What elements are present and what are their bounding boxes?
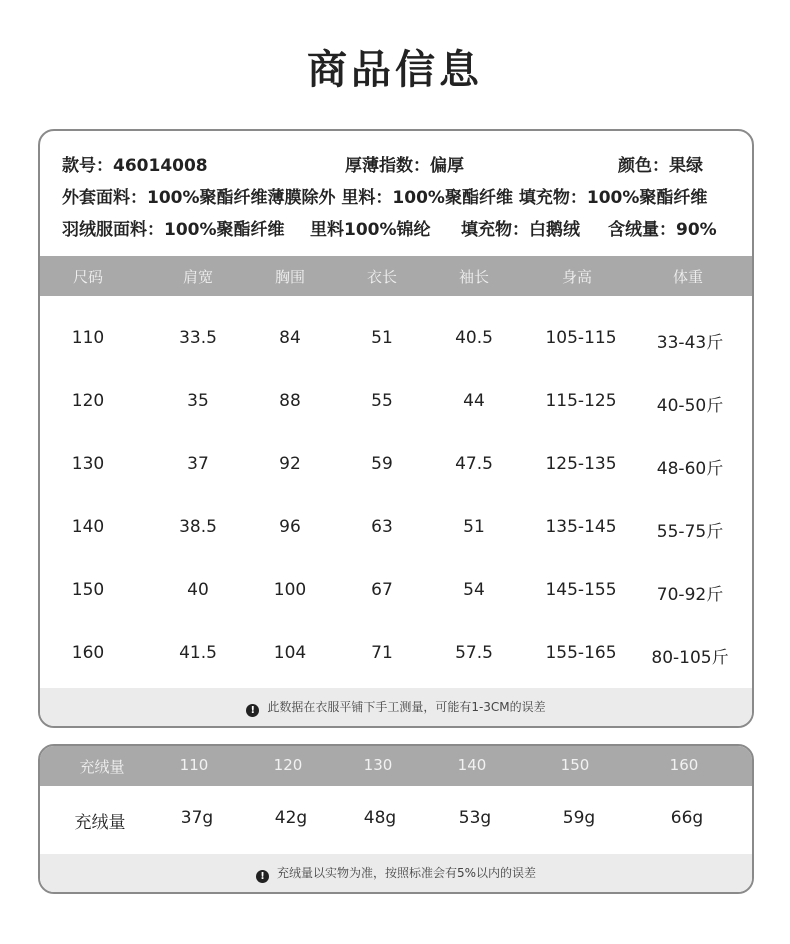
exclamation-circle-icon: ! — [246, 704, 259, 717]
table-cell: 53g — [458, 808, 492, 828]
table-cell: 37g — [180, 808, 214, 828]
table-row — [40, 497, 752, 560]
table-cell: 135-145 — [545, 517, 617, 537]
fill-amount-card — [38, 744, 754, 894]
table-cell: 40 — [187, 580, 209, 600]
table-cell: 48g — [363, 808, 397, 828]
table-cell: 104 — [273, 643, 307, 663]
table-cell: 38.5 — [179, 517, 217, 537]
size-table-header — [40, 256, 752, 296]
table-cell: 66g — [670, 808, 704, 828]
header-cell: 120 — [273, 756, 303, 774]
measurement-note — [40, 688, 752, 726]
table-cell: 55-75斤 — [656, 522, 724, 542]
table-cell: 59 — [371, 454, 393, 474]
table-cell: 120 — [71, 391, 105, 411]
table-cell: 145-155 — [545, 580, 617, 600]
page-title: 商品信息 — [307, 47, 483, 93]
table-cell: 40.5 — [455, 328, 493, 348]
table-cell: 71 — [371, 643, 393, 663]
header-cell: 袖长 — [458, 268, 489, 286]
exclamation-circle-icon: ! — [256, 870, 269, 883]
table-cell: 80-105斤 — [651, 648, 729, 668]
table-cell: 57.5 — [455, 643, 493, 663]
down-content: 含绒量：90% — [608, 220, 717, 240]
table-cell: 63 — [371, 517, 393, 537]
table-cell: 88 — [279, 391, 301, 411]
table-cell: 160 — [71, 643, 105, 663]
table-cell: 92 — [279, 454, 301, 474]
thickness-index: 厚薄指数：偏厚 — [345, 156, 464, 176]
header-cell: 充绒量 — [79, 758, 125, 776]
table-cell: 155-165 — [545, 643, 617, 663]
size-info-card — [38, 129, 754, 728]
table-cell: 37 — [187, 454, 209, 474]
table-cell: 55 — [371, 391, 393, 411]
outer-material: 外套面料：100%聚酯纤维薄膜除外 里料：100%聚酯纤维 填充物：100%聚酯纤维 — [62, 188, 708, 208]
down-lining: 里料100%锦纶 — [310, 220, 431, 240]
header-cell: 衣长 — [366, 268, 397, 286]
table-cell: 47.5 — [455, 454, 493, 474]
table-cell: 100 — [273, 580, 307, 600]
table-cell: 140 — [71, 517, 105, 537]
table-cell: 96 — [279, 517, 301, 537]
style-number: 款号：46014008 — [62, 156, 208, 176]
table-row — [40, 560, 752, 623]
table-cell: 35 — [187, 391, 209, 411]
table-cell: 84 — [279, 328, 301, 348]
table-cell: 33-43斤 — [656, 333, 724, 353]
table-cell: 51 — [371, 328, 393, 348]
header-cell: 130 — [363, 756, 393, 774]
table-cell: 42g — [274, 808, 308, 828]
down-filling: 填充物：白鹅绒 — [461, 220, 580, 240]
fill-note-text: 充绒量以实物为准，按照标准会有5%以内的误差 — [276, 866, 537, 880]
table-cell: 105-115 — [545, 328, 617, 348]
table-cell: 41.5 — [179, 643, 217, 663]
table-cell: 115-125 — [545, 391, 617, 411]
table-cell: 54 — [463, 580, 485, 600]
table-cell: 48-60斤 — [656, 459, 724, 479]
table-row — [40, 371, 752, 434]
table-cell: 70-92斤 — [656, 585, 724, 605]
header-cell: 胸围 — [274, 268, 305, 286]
table-row — [40, 786, 752, 852]
header-cell: 140 — [457, 756, 487, 774]
header-cell: 身高 — [561, 268, 592, 286]
table-cell: 110 — [71, 328, 105, 348]
fill-table-header — [40, 746, 752, 786]
table-cell: 44 — [463, 391, 485, 411]
table-row — [40, 308, 752, 371]
down-shell-material: 羽绒服面料：100%聚酯纤维 — [62, 220, 285, 240]
table-cell: 150 — [71, 580, 105, 600]
table-cell: 125-135 — [545, 454, 617, 474]
header-cell: 160 — [669, 756, 699, 774]
table-cell: 130 — [71, 454, 105, 474]
table-cell: 67 — [371, 580, 393, 600]
header-cell: 150 — [560, 756, 590, 774]
measurement-note-text: 此数据在衣服平铺下手工测量，可能有1-3CM的误差 — [267, 700, 546, 714]
table-row — [40, 434, 752, 497]
table-cell: 充绒量 — [74, 813, 126, 833]
color-value: 颜色：果绿 — [618, 156, 703, 176]
header-cell: 体重 — [672, 268, 703, 286]
table-cell: 40-50斤 — [656, 396, 724, 416]
header-cell: 110 — [179, 756, 209, 774]
product-info — [40, 131, 752, 256]
table-cell: 33.5 — [179, 328, 217, 348]
table-row — [40, 623, 752, 686]
header-cell: 尺码 — [72, 268, 103, 286]
header-cell: 肩宽 — [182, 268, 213, 286]
fill-note — [40, 854, 752, 892]
table-cell: 59g — [562, 808, 596, 828]
table-cell: 51 — [463, 517, 485, 537]
